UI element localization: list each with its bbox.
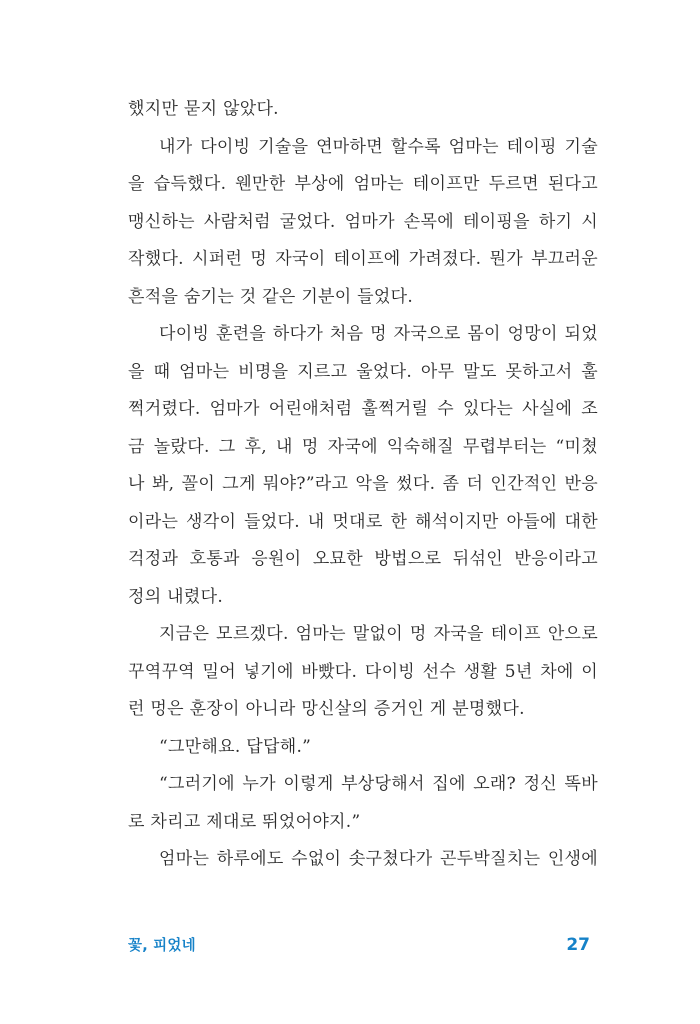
text-line: “그만해요. 답답해.” [159, 736, 312, 757]
page-text-block [128, 91, 598, 879]
text-line: 지금은 모르겠다. 엄마는 말없이 멍 자국을 테이프 안으로 [159, 624, 598, 644]
text-line: 런 멍은 훈장이 아니라 망신살의 증거인 게 분명했다. [128, 699, 525, 719]
text-line: 내가 다이빙 기술을 연마하면 할수록 엄마는 테이핑 기술 [159, 136, 598, 157]
text-line: 나 봐, 꼴이 그게 뭐야?”라고 악을 썼다. 좀 더 인간적인 반응 [128, 474, 598, 494]
book-title: 꽃, 피었네 [128, 938, 196, 954]
text-line: 을 습득했다. 웬만한 부상에 엄마는 테이프만 두르면 된다고 [128, 174, 598, 194]
text-line: 을 때 엄마는 비명을 지르고 울었다. 아무 말도 못하고서 훌 [128, 361, 598, 382]
text-line: 흔적을 숨기는 것 같은 기분이 들었다. [128, 286, 414, 307]
text-line: “그러기에 누가 이렇게 부상당해서 집에 오래? 정신 똑바 [159, 774, 598, 794]
text-line: 엄마는 하루에도 수없이 솟구쳤다가 곤두박질치는 인생에 [159, 849, 598, 869]
page-number: 27 [566, 934, 590, 955]
text-line: 다이빙 훈련을 하다가 처음 멍 자국으로 몸이 엉망이 되었 [159, 324, 598, 344]
text-line: 쩍거렸다. 엄마가 어린애처럼 훌쩍거릴 수 있다는 사실에 조 [128, 399, 598, 419]
text-line: 걱정과 호통과 응원이 오묘한 방법으로 뒤섞인 반응이라고 [128, 549, 598, 569]
text-line: 했지만 묻지 않았다. [128, 99, 279, 119]
text-line: 꾸역꾸역 밀어 넣기에 바빴다. 다이빙 선수 생활 5년 차에 이 [128, 661, 598, 682]
text-line: 로 차리고 제대로 뛰었어야지.” [128, 811, 361, 832]
text-line: 금 놀랐다. 그 후, 내 멍 자국에 익숙해질 무렵부터는 “미쳤 [128, 436, 598, 457]
page-footer [128, 934, 590, 955]
text-line: 정의 내렸다. [128, 586, 224, 607]
text-line: 이라는 생각이 들었다. 내 멋대로 한 해석이지만 아들에 대한 [128, 511, 598, 532]
text-line: 작했다. 시퍼런 멍 자국이 테이프에 가려졌다. 뭔가 부끄러운 [128, 249, 598, 269]
text-line: 맹신하는 사람처럼 굴었다. 엄마가 손목에 테이핑을 하기 시 [128, 211, 598, 232]
